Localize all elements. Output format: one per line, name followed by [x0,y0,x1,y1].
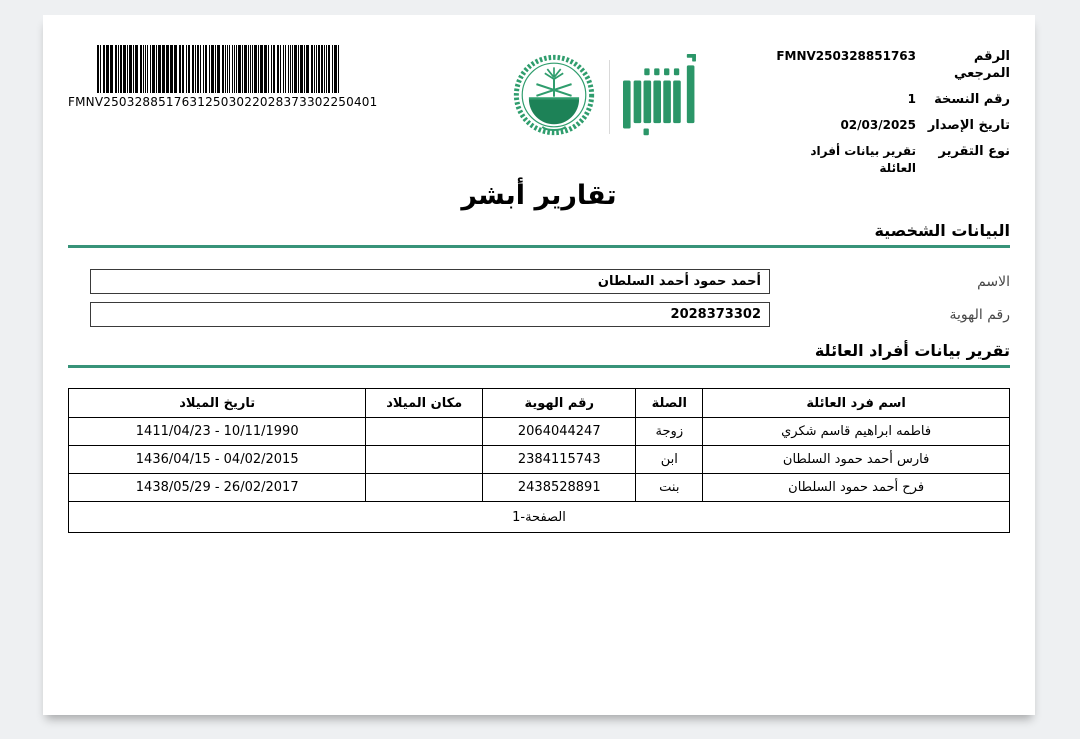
table-footer-row [69,502,1010,533]
col-header-id-number: رقم الهوية [483,389,636,418]
table-row [69,418,1010,446]
id-number-label: رقم الهوية [949,306,1010,323]
id-number-value-box: 2028373302 [90,302,770,327]
meta-row-report-type [782,143,1010,177]
meta-row-reference [776,48,1010,82]
meta-value: 02/03/2025 [840,118,916,132]
cell-relation: بنت [636,474,703,502]
field-row-name [68,269,1010,294]
col-header-relation: الصلة [636,389,703,418]
table-row [69,474,1010,502]
meta-row-copy-number [782,91,1010,108]
table-header-row [69,389,1010,418]
meta-value: FMNV250328851763 [776,49,916,63]
moi-emblem-icon [512,49,596,145]
cell-member-name: فارس أحمد حمود السلطان [703,446,1010,474]
col-header-birth-date: تاريخ الميلاد [69,389,366,418]
family-members-table [68,388,1010,533]
cell-birth-date: 1436/04/15 - 04/02/2015 [69,446,366,474]
cell-birth-place [366,446,483,474]
logo-divider [609,60,610,134]
meta-label: الرقم المرجعي [954,49,1010,81]
cell-birth-date: 1438/05/29 - 26/02/2017 [69,474,366,502]
cell-member-name: فرح أحمد حمود السلطان [703,474,1010,502]
page-title: تقارير أبشر [461,180,617,211]
name-label: الاسم [977,273,1010,290]
cell-birth-date: 1411/04/23 - 10/11/1990 [69,418,366,446]
cell-id-number: 2384115743 [483,446,636,474]
field-row-id-number [68,302,1010,327]
meta-value: تقرير بيانات أفراد العائلة [810,144,916,175]
cell-relation: زوجة [636,418,703,446]
logo-group [515,45,695,149]
family-section-heading: تقرير بيانات أفراد العائلة [814,341,1010,360]
barcode [68,45,378,109]
cell-birth-place [366,474,483,502]
page-number: الصفحة-1 [69,502,1010,533]
meta-block [776,48,1010,186]
cell-relation: ابن [636,446,703,474]
personal-section-heading: البيانات الشخصية [874,221,1010,240]
table-row [69,446,1010,474]
cell-birth-place [366,418,483,446]
meta-label: تاريخ الإصدار [927,118,1010,133]
report-page [43,15,1035,715]
col-header-member-name: اسم فرد العائلة [703,389,1010,418]
cell-member-name: فاطمه ابراهيم قاسم شكري [703,418,1010,446]
meta-value: 1 [907,92,916,106]
col-header-birth-place: مكان الميلاد [366,389,483,418]
barcode-bars-icon [68,45,368,93]
report-header [68,15,1010,175]
name-value-box: أحمد حمود أحمد السلطان [90,269,770,294]
cell-id-number: 2438528891 [483,474,636,502]
cell-id-number: 2064044247 [483,418,636,446]
absher-logo-icon [623,51,699,143]
section-divider [68,245,1010,248]
meta-label: رقم النسخة [934,92,1010,107]
meta-label: نوع التقرير [938,144,1010,159]
barcode-text: FMNV25032885176312503022028373302250401 [68,95,378,109]
section-divider [68,365,1010,368]
meta-row-issue-date [782,117,1010,134]
